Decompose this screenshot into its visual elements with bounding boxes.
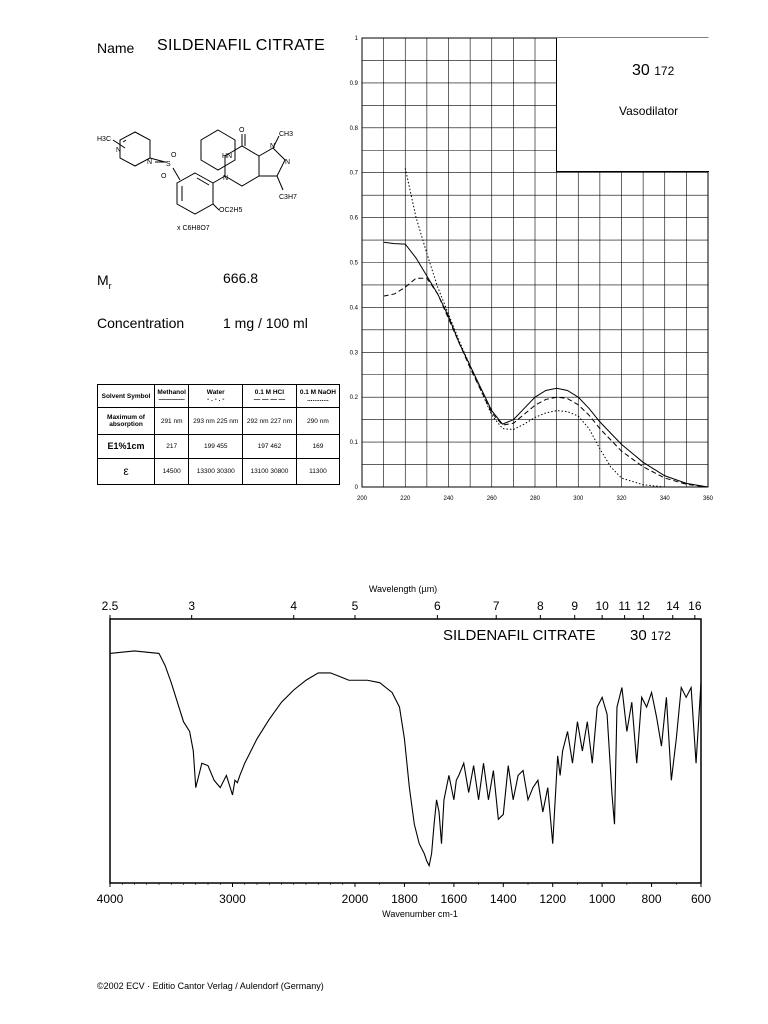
ir-wavelength-tick-label: 3 xyxy=(188,599,196,613)
table-header: Methanol ———— xyxy=(155,385,189,408)
uv-x-tick-label: 300 xyxy=(573,496,584,502)
name-label: Name xyxy=(97,40,135,56)
ir-wavelength-tick-label: 12 xyxy=(636,599,651,613)
s-label: S xyxy=(166,161,171,168)
uv-code: 30 172 xyxy=(632,62,675,79)
table-row-label: ε xyxy=(98,459,155,485)
table-header: 0.1 M HCl — — — — xyxy=(243,385,297,408)
uv-y-tick-label: 0.8 xyxy=(349,125,358,132)
ir-x-tick-label: 1600 xyxy=(440,892,468,906)
uv-series-dashed xyxy=(384,278,708,487)
table-cell: 14500 xyxy=(155,459,189,485)
table-cell: 291 nm xyxy=(155,408,189,435)
ir-xlabel: Wavenumber cm-1 xyxy=(382,909,458,919)
ir-wavelength-tick-label: 9 xyxy=(571,599,579,613)
ir-spectrum-chart xyxy=(90,580,720,920)
table-cell: 290 nm xyxy=(296,408,339,435)
ir-wavelength-tick-label: 6 xyxy=(434,599,441,613)
o-bot-label: O xyxy=(161,173,167,180)
n-ring-label: N xyxy=(285,159,291,166)
uv-x-tick-label: 260 xyxy=(486,496,497,502)
mr-value: 666.8 xyxy=(223,270,259,286)
table-cell: 293 nm 225 nm xyxy=(189,408,243,435)
hn-label: HN xyxy=(222,153,233,160)
table-cell: 217 xyxy=(155,435,189,459)
uv-x-tick-label: 320 xyxy=(616,496,627,502)
ir-wavelength-axis-label: Wavelength (µm) xyxy=(368,584,438,594)
table-cell: 199 455 xyxy=(189,435,243,459)
n-me-label: N xyxy=(270,143,276,150)
uv-category: Vasodilator xyxy=(619,104,679,118)
ir-x-tick-label: 800 xyxy=(641,892,662,906)
ir-x-tick-label: 1800 xyxy=(391,892,418,906)
ir-code: 30 172 xyxy=(630,627,671,644)
table-cell: 292 nm 227 nm xyxy=(243,408,297,435)
copyright: ©2002 ECV · Editio Cantor Verlag / Aulendorf (Germany) xyxy=(97,981,324,991)
ir-wavelength-tick-label: 16 xyxy=(688,599,702,613)
uv-series-dotted xyxy=(405,168,686,487)
ch3-label: CH3 xyxy=(279,131,294,138)
uv-x-tick-label: 360 xyxy=(702,496,714,502)
table-header: Solvent Symbol xyxy=(98,385,155,408)
ir-series-line xyxy=(110,651,701,866)
uv-y-tick-label: 0.6 xyxy=(349,215,358,222)
compound-name: SILDENAFIL CITRATE xyxy=(157,37,326,54)
uv-y-tick-label: 0 xyxy=(354,485,358,491)
n-pyr-label: N xyxy=(223,175,229,182)
table-row-label: Maximum of absorption xyxy=(98,408,155,435)
oc2h5-label: OC2H5 xyxy=(219,207,243,214)
table-row-label: E1%1cm xyxy=(98,435,155,459)
ir-wavenumber-axis-label xyxy=(382,909,458,919)
uv-y-tick-label: 0.9 xyxy=(349,80,358,87)
uv-y-tick-label: 0.4 xyxy=(349,305,358,312)
concentration-label: Concentration xyxy=(97,315,185,331)
ir-x-tick-label: 2000 xyxy=(341,892,369,906)
concentration-value: 1 mg / 100 ml xyxy=(223,315,308,331)
uv-x-tick-label: 200 xyxy=(356,496,368,502)
uv-y-tick-label: 0.5 xyxy=(349,260,358,267)
mr-label: $M_r$ xyxy=(97,272,112,291)
ir-wavelength-tick-label: 5 xyxy=(351,599,359,613)
ir-title: SILDENAFIL CITRATE xyxy=(443,627,596,644)
ir-x-tick-label: 600 xyxy=(690,892,712,906)
table-header: 0.1 M NaOH ............ xyxy=(296,385,339,408)
uv-x-tick-label: 340 xyxy=(659,496,670,502)
n-label-1: N xyxy=(116,147,122,154)
table-header: Water - . - . - xyxy=(189,385,243,408)
uv-y-tick-label: 0.2 xyxy=(349,395,358,402)
ir-wavelength-tick-label: 8 xyxy=(537,599,544,613)
chemical-structure xyxy=(95,118,335,238)
ir-x-tick-label: 3000 xyxy=(219,892,246,906)
uv-y-tick-label: 0.1 xyxy=(349,440,358,447)
n-label-2: N xyxy=(147,159,153,166)
uv-series-solid xyxy=(384,242,708,487)
table-cell: 169 xyxy=(296,435,339,459)
uv-y-tick-label: 0.3 xyxy=(349,350,358,357)
ir-wavelength-tick-label: 7 xyxy=(492,599,500,613)
h3c-label: H3C xyxy=(97,136,112,143)
ir-x-tick-label: 1200 xyxy=(539,892,567,906)
citrate-note: x C6H8O7 xyxy=(177,225,210,232)
table-cell: 197 462 xyxy=(243,435,297,459)
uv-y-tick-label: 0.7 xyxy=(349,170,358,177)
uv-info-box xyxy=(556,38,709,172)
table-cell: 11300 xyxy=(296,459,339,485)
uv-x-tick-label: 240 xyxy=(443,496,454,502)
uv-y-tick-label: 1 xyxy=(354,36,358,42)
o-top-label: O xyxy=(171,152,177,159)
ir-wavelength-tick-label: 10 xyxy=(595,599,609,613)
ir-wavelength-tick-label: 14 xyxy=(666,599,680,613)
ir-x-tick-label: 1400 xyxy=(489,892,517,906)
ir-wavelength-tick-label: 4 xyxy=(290,599,298,613)
ir-wavelength-tick-label: 2.5 xyxy=(101,599,119,613)
ir-x-tick-label: 4000 xyxy=(96,892,124,906)
table-cell: 13100 30800 xyxy=(243,459,297,485)
ir-wavelength-tick-label: 11 xyxy=(618,599,631,613)
o-keto-label: O xyxy=(239,127,245,134)
uv-x-tick-label: 220 xyxy=(400,496,411,502)
uv-x-tick-label: 280 xyxy=(529,496,541,502)
table-cell: 13300 30300 xyxy=(189,459,243,485)
ir-x-tick-label: 1000 xyxy=(588,892,616,906)
c3h7-label: C3H7 xyxy=(279,194,297,201)
uv-data-table xyxy=(97,384,340,485)
